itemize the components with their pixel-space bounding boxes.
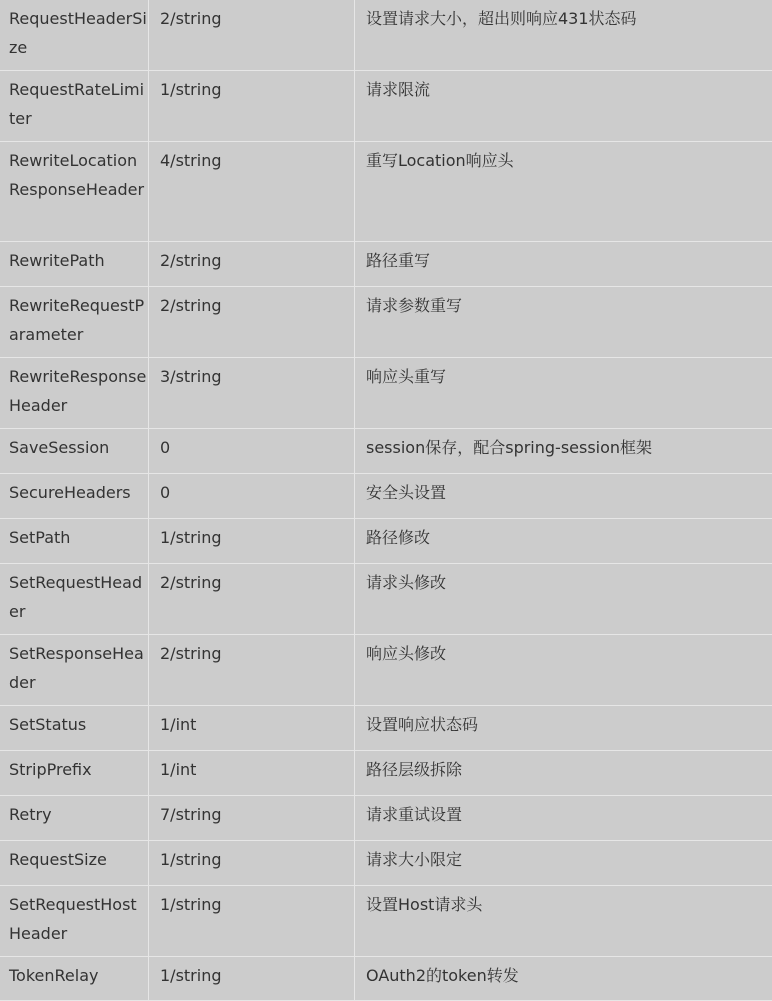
table-row bbox=[0, 518, 772, 563]
filter-desc-cell: session保存，配合spring-session框架 bbox=[355, 428, 772, 473]
table-row bbox=[0, 0, 772, 70]
filter-args-cell: 1/int bbox=[149, 705, 355, 750]
filter-args-cell: 1/string bbox=[149, 518, 355, 563]
filter-name-cell: RewritePath bbox=[0, 241, 149, 286]
filter-desc-cell: 请求大小限定 bbox=[355, 840, 772, 885]
filter-name-cell: SecureHeaders bbox=[0, 473, 149, 518]
filter-desc-cell: OAuth2的token转发 bbox=[355, 956, 772, 1000]
filter-name-cell: RewriteLocationResponseHeader bbox=[0, 141, 149, 241]
filter-name-cell: StripPrefix bbox=[0, 750, 149, 795]
filter-desc-cell: 设置Host请求头 bbox=[355, 885, 772, 956]
filter-args-cell: 1/string bbox=[149, 70, 355, 141]
filter-desc-cell: 设置请求大小，超出则响应431状态码 bbox=[355, 0, 772, 70]
filter-desc-cell: 请求头修改 bbox=[355, 563, 772, 634]
filter-name-cell: SaveSession bbox=[0, 428, 149, 473]
table-row bbox=[0, 428, 772, 473]
filter-desc-cell: 重写Location响应头 bbox=[355, 141, 772, 241]
filter-desc-cell: 设置响应状态码 bbox=[355, 705, 772, 750]
filter-desc-cell: 路径重写 bbox=[355, 241, 772, 286]
table-row bbox=[0, 70, 772, 141]
table-row bbox=[0, 634, 772, 705]
filter-name-cell: TokenRelay bbox=[0, 956, 149, 1000]
filter-args-cell: 0 bbox=[149, 473, 355, 518]
filter-args-cell: 2/string bbox=[149, 286, 355, 357]
filter-args-cell: 1/string bbox=[149, 840, 355, 885]
filter-name-cell: RewriteRequestParameter bbox=[0, 286, 149, 357]
filter-args-cell: 1/string bbox=[149, 956, 355, 1000]
filter-desc-cell: 路径修改 bbox=[355, 518, 772, 563]
filter-name-cell: SetStatus bbox=[0, 705, 149, 750]
filter-args-cell: 7/string bbox=[149, 795, 355, 840]
filter-name-cell: RewriteResponseHeader bbox=[0, 357, 149, 428]
filter-desc-cell: 响应头重写 bbox=[355, 357, 772, 428]
table-row bbox=[0, 840, 772, 885]
table-row bbox=[0, 141, 772, 241]
filter-args-cell: 4/string bbox=[149, 141, 355, 241]
table-row bbox=[0, 473, 772, 518]
filter-name-cell: SetRequestHeader bbox=[0, 563, 149, 634]
table-row bbox=[0, 956, 772, 1000]
filter-name-cell: SetResponseHeader bbox=[0, 634, 149, 705]
filter-desc-cell: 响应头修改 bbox=[355, 634, 772, 705]
filter-desc-cell: 请求重试设置 bbox=[355, 795, 772, 840]
filter-args-cell: 2/string bbox=[149, 634, 355, 705]
filter-desc-cell: 请求限流 bbox=[355, 70, 772, 141]
filter-args-cell: 1/string bbox=[149, 885, 355, 956]
filter-desc-cell: 路径层级拆除 bbox=[355, 750, 772, 795]
table-row bbox=[0, 357, 772, 428]
filter-name-cell: RequestRateLimiter bbox=[0, 70, 149, 141]
filter-args-cell: 2/string bbox=[149, 241, 355, 286]
filter-args-cell: 1/int bbox=[149, 750, 355, 795]
filter-name-cell: SetRequestHostHeader bbox=[0, 885, 149, 956]
filter-name-cell: RequestSize bbox=[0, 840, 149, 885]
table-row bbox=[0, 286, 772, 357]
filter-args-cell: 2/string bbox=[149, 0, 355, 70]
filter-args-cell: 3/string bbox=[149, 357, 355, 428]
table-row bbox=[0, 885, 772, 956]
filter-name-cell: Retry bbox=[0, 795, 149, 840]
table-row bbox=[0, 795, 772, 840]
filter-desc-cell: 安全头设置 bbox=[355, 473, 772, 518]
filter-desc-cell: 请求参数重写 bbox=[355, 286, 772, 357]
table-row bbox=[0, 563, 772, 634]
table-row bbox=[0, 705, 772, 750]
filter-name-cell: RequestHeaderSize bbox=[0, 0, 149, 70]
filter-args-cell: 2/string bbox=[149, 563, 355, 634]
filter-args-cell: 0 bbox=[149, 428, 355, 473]
filter-name-cell: SetPath bbox=[0, 518, 149, 563]
table-row bbox=[0, 241, 772, 286]
table-row bbox=[0, 750, 772, 795]
